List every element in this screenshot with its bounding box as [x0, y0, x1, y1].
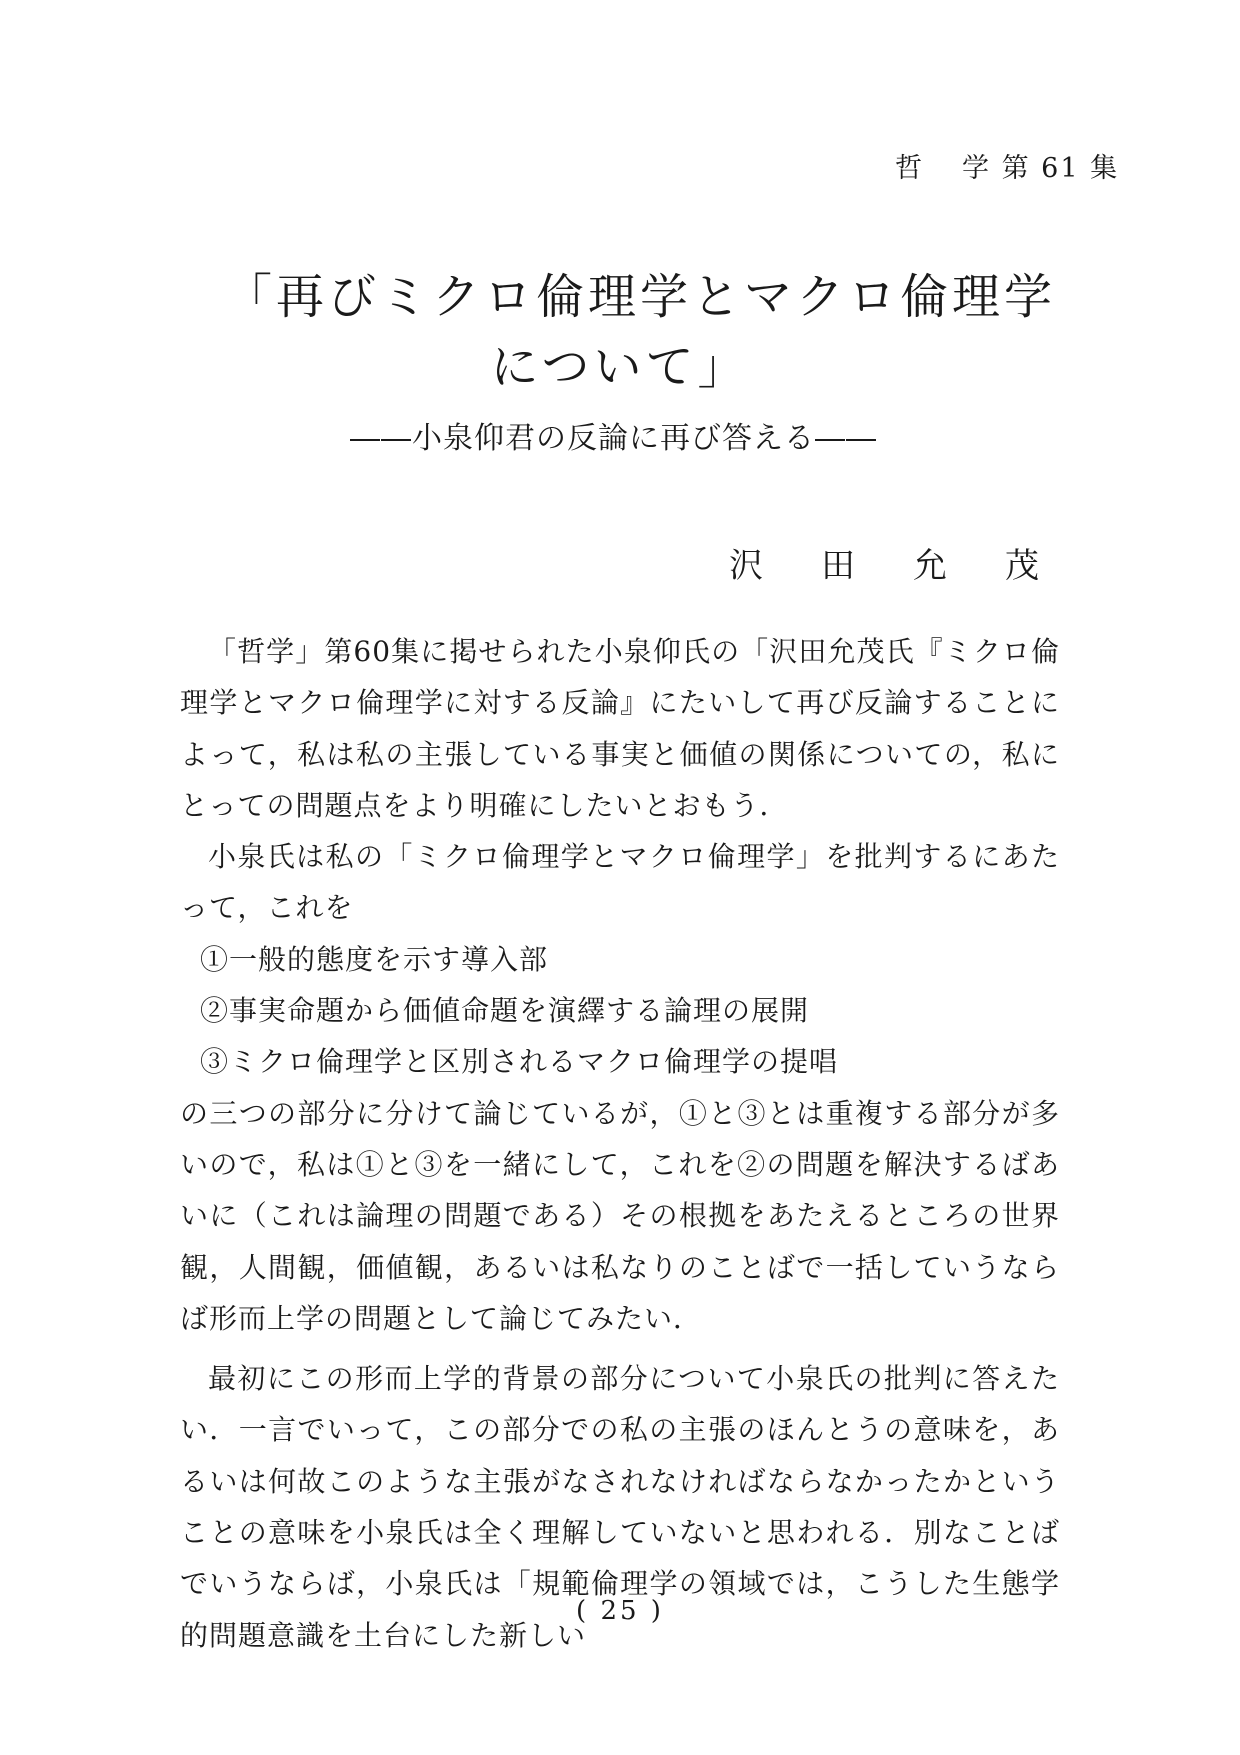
author-name — [700, 538, 1068, 587]
journal-name-part2: 学 第 61 集 — [962, 153, 1120, 184]
author-char-1: 沢 — [729, 546, 763, 586]
paragraph-4: 最初にこの形而上学的背景の部分について小泉氏の批判に答えたい．一言でいって，この部分での私の主張のほんとうの意味を，あるいは何故このような主張がなされなければならなかったかということの意味を小泉氏は全く理解していないと思われる．別なことばでいうならば，小泉氏は「規範倫理学の領域では，こうした生態学的問題意識を土台にした新しい — [180, 1362, 1060, 1652]
journal-header — [895, 146, 1120, 185]
body-text — [180, 626, 1060, 1661]
page-number: ( 25 ) — [576, 1596, 664, 1626]
paragraph-1: 「哲学」第60集に掲せられた小泉仰氏の「沢田允茂氏『ミクロ倫理学とマクロ倫理学に対する反論』にたいして再び反論することによって，私は私の主張している事実と価値の関係についての，私にとっての問題点をより明確にしたいとおもう． — [180, 635, 1060, 822]
list-item-2: ②事実命題から価値命題を演繹する論理の展開 — [200, 994, 810, 1028]
author-char-2: 田 — [821, 546, 855, 586]
list-item-3: ③ミクロ倫理学と区別されるマクロ倫理学の提唱 — [200, 1045, 839, 1079]
list-item-1: ①一般的態度を示す導入部 — [200, 942, 549, 976]
subtitle: ――小泉仰君の反論に再び答える―― — [350, 421, 877, 456]
author-char-3: 允 — [913, 546, 947, 586]
title-line-1: 「再びミクロ倫理学とマクロ倫理学 — [223, 269, 1056, 325]
journal-name-part1: 哲 — [895, 153, 924, 184]
title-line-2: について」 — [490, 339, 750, 395]
author-char-4: 茂 — [1005, 546, 1039, 586]
paragraph-3: の三つの部分に分けて論じているが，①と③とは重複する部分が多いので，私は①と③を一緒にして，これを②の問題を解決するばあいに（これは論理の問題である）その根拠をあたえるところの世界観，人間観，価値観，あるいは私なりのことばで一括していうならば形而上学の問題として論じてみたい． — [180, 1096, 1060, 1335]
paragraph-2: 小泉氏は私の「ミクロ倫理学とマクロ倫理学」を批判するにあたって，これを — [180, 840, 1060, 925]
title-block — [0, 262, 1240, 402]
